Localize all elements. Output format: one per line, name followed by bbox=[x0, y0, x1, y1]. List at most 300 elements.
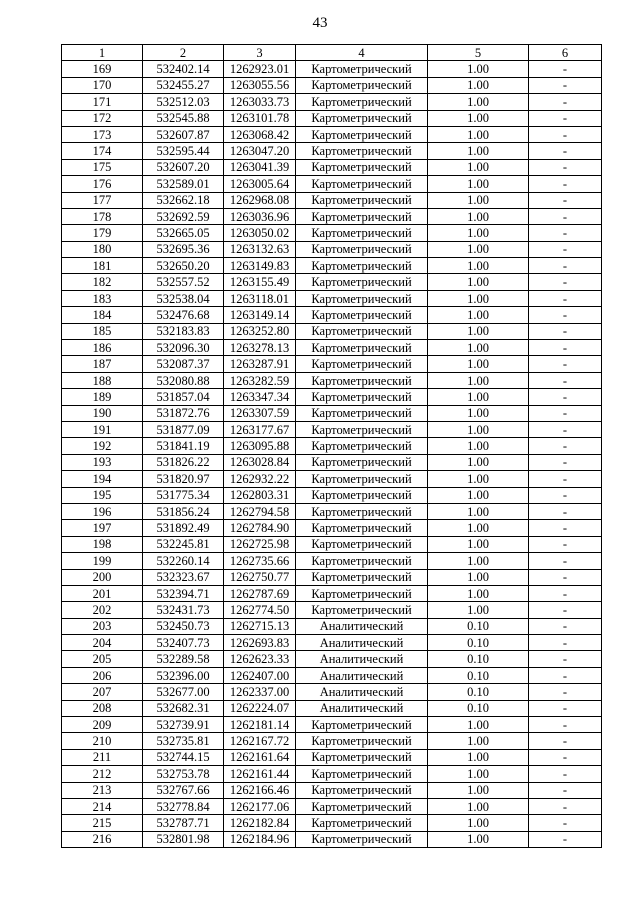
y-coordinate-cell: 1263307.59 bbox=[224, 405, 296, 421]
x-coordinate-cell: 532682.31 bbox=[143, 700, 224, 716]
note-cell: - bbox=[529, 176, 602, 192]
x-coordinate-cell: 532739.91 bbox=[143, 717, 224, 733]
accuracy-cell: 0.10 bbox=[428, 667, 529, 683]
x-coordinate-cell: 531857.04 bbox=[143, 389, 224, 405]
table-row bbox=[62, 520, 602, 536]
coordinates-table bbox=[61, 44, 602, 848]
point-number-cell: 172 bbox=[62, 110, 143, 126]
point-number-cell: 199 bbox=[62, 553, 143, 569]
y-coordinate-cell: 1262166.46 bbox=[224, 782, 296, 798]
table-row bbox=[62, 651, 602, 667]
accuracy-cell: 1.00 bbox=[428, 553, 529, 569]
note-cell: - bbox=[529, 143, 602, 159]
x-coordinate-cell: 532431.73 bbox=[143, 602, 224, 618]
point-number-cell: 176 bbox=[62, 176, 143, 192]
table-row bbox=[62, 553, 602, 569]
method-cell: Картометрический bbox=[296, 356, 428, 372]
point-number-cell: 209 bbox=[62, 717, 143, 733]
y-coordinate-cell: 1262337.00 bbox=[224, 684, 296, 700]
method-cell: Картометрический bbox=[296, 340, 428, 356]
point-number-cell: 213 bbox=[62, 782, 143, 798]
note-cell: - bbox=[529, 471, 602, 487]
point-number-cell: 208 bbox=[62, 700, 143, 716]
method-cell: Картометрический bbox=[296, 389, 428, 405]
method-cell: Картометрический bbox=[296, 274, 428, 290]
y-coordinate-cell: 1263149.83 bbox=[224, 258, 296, 274]
x-coordinate-cell: 532735.81 bbox=[143, 733, 224, 749]
method-cell: Картометрический bbox=[296, 307, 428, 323]
point-number-cell: 182 bbox=[62, 274, 143, 290]
note-cell: - bbox=[529, 126, 602, 142]
note-cell: - bbox=[529, 372, 602, 388]
note-cell: - bbox=[529, 831, 602, 847]
method-cell: Картометрический bbox=[296, 421, 428, 437]
note-cell: - bbox=[529, 225, 602, 241]
point-number-cell: 177 bbox=[62, 192, 143, 208]
accuracy-cell: 1.00 bbox=[428, 766, 529, 782]
table-row bbox=[62, 618, 602, 634]
y-coordinate-cell: 1263050.02 bbox=[224, 225, 296, 241]
table-row bbox=[62, 831, 602, 847]
method-cell: Картометрический bbox=[296, 192, 428, 208]
point-number-cell: 192 bbox=[62, 438, 143, 454]
y-coordinate-cell: 1263278.13 bbox=[224, 340, 296, 356]
y-coordinate-cell: 1262623.33 bbox=[224, 651, 296, 667]
y-coordinate-cell: 1262693.83 bbox=[224, 635, 296, 651]
point-number-cell: 180 bbox=[62, 241, 143, 257]
column-header-2: 2 bbox=[143, 45, 224, 61]
point-number-cell: 200 bbox=[62, 569, 143, 585]
note-cell: - bbox=[529, 274, 602, 290]
accuracy-cell: 0.10 bbox=[428, 700, 529, 716]
x-coordinate-cell: 531826.22 bbox=[143, 454, 224, 470]
table-row bbox=[62, 94, 602, 110]
table-row bbox=[62, 77, 602, 93]
y-coordinate-cell: 1263005.64 bbox=[224, 176, 296, 192]
method-cell: Аналитический bbox=[296, 667, 428, 683]
x-coordinate-cell: 532289.58 bbox=[143, 651, 224, 667]
note-cell: - bbox=[529, 651, 602, 667]
x-coordinate-cell: 532650.20 bbox=[143, 258, 224, 274]
point-number-cell: 173 bbox=[62, 126, 143, 142]
accuracy-cell: 1.00 bbox=[428, 258, 529, 274]
note-cell: - bbox=[529, 487, 602, 503]
y-coordinate-cell: 1262161.64 bbox=[224, 749, 296, 765]
method-cell: Картометрический bbox=[296, 717, 428, 733]
method-cell: Картометрический bbox=[296, 258, 428, 274]
accuracy-cell: 1.00 bbox=[428, 438, 529, 454]
method-cell: Картометрический bbox=[296, 503, 428, 519]
table-row bbox=[62, 307, 602, 323]
note-cell: - bbox=[529, 208, 602, 224]
point-number-cell: 170 bbox=[62, 77, 143, 93]
y-coordinate-cell: 1262968.08 bbox=[224, 192, 296, 208]
x-coordinate-cell: 532455.27 bbox=[143, 77, 224, 93]
x-coordinate-cell: 531872.76 bbox=[143, 405, 224, 421]
accuracy-cell: 0.10 bbox=[428, 618, 529, 634]
y-coordinate-cell: 1262184.96 bbox=[224, 831, 296, 847]
point-number-cell: 198 bbox=[62, 536, 143, 552]
point-number-cell: 214 bbox=[62, 798, 143, 814]
x-coordinate-cell: 531892.49 bbox=[143, 520, 224, 536]
x-coordinate-cell: 531820.97 bbox=[143, 471, 224, 487]
method-cell: Картометрический bbox=[296, 798, 428, 814]
x-coordinate-cell: 532662.18 bbox=[143, 192, 224, 208]
x-coordinate-cell: 532512.03 bbox=[143, 94, 224, 110]
y-coordinate-cell: 1263095.88 bbox=[224, 438, 296, 454]
x-coordinate-cell: 532767.66 bbox=[143, 782, 224, 798]
note-cell: - bbox=[529, 438, 602, 454]
table-row bbox=[62, 667, 602, 683]
y-coordinate-cell: 1263118.01 bbox=[224, 290, 296, 306]
y-coordinate-cell: 1262181.14 bbox=[224, 717, 296, 733]
point-number-cell: 212 bbox=[62, 766, 143, 782]
accuracy-cell: 0.10 bbox=[428, 635, 529, 651]
y-coordinate-cell: 1262167.72 bbox=[224, 733, 296, 749]
accuracy-cell: 1.00 bbox=[428, 782, 529, 798]
method-cell: Картометрический bbox=[296, 176, 428, 192]
method-cell: Картометрический bbox=[296, 569, 428, 585]
method-cell: Картометрический bbox=[296, 766, 428, 782]
point-number-cell: 171 bbox=[62, 94, 143, 110]
x-coordinate-cell: 532396.00 bbox=[143, 667, 224, 683]
y-coordinate-cell: 1262794.58 bbox=[224, 503, 296, 519]
table-row bbox=[62, 290, 602, 306]
point-number-cell: 196 bbox=[62, 503, 143, 519]
note-cell: - bbox=[529, 700, 602, 716]
table-row bbox=[62, 192, 602, 208]
accuracy-cell: 1.00 bbox=[428, 536, 529, 552]
accuracy-cell: 1.00 bbox=[428, 405, 529, 421]
column-header-4: 4 bbox=[296, 45, 428, 61]
x-coordinate-cell: 531841.19 bbox=[143, 438, 224, 454]
table-row bbox=[62, 421, 602, 437]
x-coordinate-cell: 532087.37 bbox=[143, 356, 224, 372]
y-coordinate-cell: 1262182.84 bbox=[224, 815, 296, 831]
y-coordinate-cell: 1263149.14 bbox=[224, 307, 296, 323]
x-coordinate-cell: 531877.09 bbox=[143, 421, 224, 437]
note-cell: - bbox=[529, 340, 602, 356]
x-coordinate-cell: 532744.15 bbox=[143, 749, 224, 765]
table-row bbox=[62, 536, 602, 552]
note-cell: - bbox=[529, 635, 602, 651]
x-coordinate-cell: 532692.59 bbox=[143, 208, 224, 224]
method-cell: Аналитический bbox=[296, 635, 428, 651]
table-row bbox=[62, 749, 602, 765]
note-cell: - bbox=[529, 782, 602, 798]
method-cell: Аналитический bbox=[296, 684, 428, 700]
x-coordinate-cell: 532245.81 bbox=[143, 536, 224, 552]
note-cell: - bbox=[529, 192, 602, 208]
x-coordinate-cell: 532778.84 bbox=[143, 798, 224, 814]
y-coordinate-cell: 1263033.73 bbox=[224, 94, 296, 110]
x-coordinate-cell: 532665.05 bbox=[143, 225, 224, 241]
note-cell: - bbox=[529, 766, 602, 782]
method-cell: Картометрический bbox=[296, 815, 428, 831]
note-cell: - bbox=[529, 258, 602, 274]
point-number-cell: 174 bbox=[62, 143, 143, 159]
y-coordinate-cell: 1262715.13 bbox=[224, 618, 296, 634]
x-coordinate-cell: 532607.87 bbox=[143, 126, 224, 142]
note-cell: - bbox=[529, 553, 602, 569]
accuracy-cell: 1.00 bbox=[428, 454, 529, 470]
x-coordinate-cell: 532787.71 bbox=[143, 815, 224, 831]
x-coordinate-cell: 532538.04 bbox=[143, 290, 224, 306]
note-cell: - bbox=[529, 77, 602, 93]
point-number-cell: 175 bbox=[62, 159, 143, 175]
accuracy-cell: 1.00 bbox=[428, 340, 529, 356]
method-cell: Картометрический bbox=[296, 749, 428, 765]
accuracy-cell: 1.00 bbox=[428, 323, 529, 339]
method-cell: Картометрический bbox=[296, 143, 428, 159]
note-cell: - bbox=[529, 798, 602, 814]
note-cell: - bbox=[529, 290, 602, 306]
accuracy-cell: 1.00 bbox=[428, 503, 529, 519]
x-coordinate-cell: 532607.20 bbox=[143, 159, 224, 175]
point-number-cell: 204 bbox=[62, 635, 143, 651]
method-cell: Картометрический bbox=[296, 372, 428, 388]
accuracy-cell: 1.00 bbox=[428, 602, 529, 618]
table-body bbox=[62, 61, 602, 848]
y-coordinate-cell: 1263287.91 bbox=[224, 356, 296, 372]
x-coordinate-cell: 532801.98 bbox=[143, 831, 224, 847]
y-coordinate-cell: 1263347.34 bbox=[224, 389, 296, 405]
note-cell: - bbox=[529, 94, 602, 110]
x-coordinate-cell: 532407.73 bbox=[143, 635, 224, 651]
accuracy-cell: 1.00 bbox=[428, 520, 529, 536]
note-cell: - bbox=[529, 585, 602, 601]
y-coordinate-cell: 1263036.96 bbox=[224, 208, 296, 224]
table-row bbox=[62, 733, 602, 749]
accuracy-cell: 1.00 bbox=[428, 77, 529, 93]
note-cell: - bbox=[529, 389, 602, 405]
y-coordinate-cell: 1263047.20 bbox=[224, 143, 296, 159]
table-row bbox=[62, 602, 602, 618]
y-coordinate-cell: 1262923.01 bbox=[224, 61, 296, 77]
method-cell: Картометрический bbox=[296, 438, 428, 454]
note-cell: - bbox=[529, 110, 602, 126]
point-number-cell: 211 bbox=[62, 749, 143, 765]
x-coordinate-cell: 532096.30 bbox=[143, 340, 224, 356]
x-coordinate-cell: 532450.73 bbox=[143, 618, 224, 634]
table-row bbox=[62, 274, 602, 290]
method-cell: Картометрический bbox=[296, 536, 428, 552]
note-cell: - bbox=[529, 569, 602, 585]
note-cell: - bbox=[529, 815, 602, 831]
method-cell: Картометрический bbox=[296, 553, 428, 569]
y-coordinate-cell: 1262784.90 bbox=[224, 520, 296, 536]
column-header-6: 6 bbox=[529, 45, 602, 61]
accuracy-cell: 1.00 bbox=[428, 356, 529, 372]
table-row bbox=[62, 110, 602, 126]
header-row bbox=[62, 45, 602, 61]
y-coordinate-cell: 1262735.66 bbox=[224, 553, 296, 569]
x-coordinate-cell: 532753.78 bbox=[143, 766, 224, 782]
table-row bbox=[62, 340, 602, 356]
page-number: 43 bbox=[312, 15, 328, 31]
y-coordinate-cell: 1263041.39 bbox=[224, 159, 296, 175]
note-cell: - bbox=[529, 749, 602, 765]
table-row bbox=[62, 356, 602, 372]
point-number-cell: 201 bbox=[62, 585, 143, 601]
accuracy-cell: 1.00 bbox=[428, 290, 529, 306]
point-number-cell: 195 bbox=[62, 487, 143, 503]
note-cell: - bbox=[529, 602, 602, 618]
note-cell: - bbox=[529, 307, 602, 323]
y-coordinate-cell: 1263177.67 bbox=[224, 421, 296, 437]
y-coordinate-cell: 1263028.84 bbox=[224, 454, 296, 470]
accuracy-cell: 0.10 bbox=[428, 684, 529, 700]
method-cell: Картометрический bbox=[296, 110, 428, 126]
accuracy-cell: 1.00 bbox=[428, 126, 529, 142]
column-header-5: 5 bbox=[428, 45, 529, 61]
method-cell: Картометрический bbox=[296, 602, 428, 618]
point-number-cell: 186 bbox=[62, 340, 143, 356]
accuracy-cell: 1.00 bbox=[428, 176, 529, 192]
table-row bbox=[62, 684, 602, 700]
y-coordinate-cell: 1263101.78 bbox=[224, 110, 296, 126]
accuracy-cell: 1.00 bbox=[428, 798, 529, 814]
y-coordinate-cell: 1263252.80 bbox=[224, 323, 296, 339]
x-coordinate-cell: 532394.71 bbox=[143, 585, 224, 601]
point-number-cell: 181 bbox=[62, 258, 143, 274]
note-cell: - bbox=[529, 667, 602, 683]
table-row bbox=[62, 782, 602, 798]
accuracy-cell: 1.00 bbox=[428, 159, 529, 175]
point-number-cell: 185 bbox=[62, 323, 143, 339]
method-cell: Картометрический bbox=[296, 520, 428, 536]
y-coordinate-cell: 1262177.06 bbox=[224, 798, 296, 814]
accuracy-cell: 1.00 bbox=[428, 717, 529, 733]
method-cell: Картометрический bbox=[296, 126, 428, 142]
point-number-cell: 191 bbox=[62, 421, 143, 437]
point-number-cell: 179 bbox=[62, 225, 143, 241]
point-number-cell: 215 bbox=[62, 815, 143, 831]
point-number-cell: 190 bbox=[62, 405, 143, 421]
accuracy-cell: 1.00 bbox=[428, 487, 529, 503]
note-cell: - bbox=[529, 159, 602, 175]
table-row bbox=[62, 176, 602, 192]
method-cell: Картометрический bbox=[296, 405, 428, 421]
note-cell: - bbox=[529, 61, 602, 77]
method-cell: Картометрический bbox=[296, 159, 428, 175]
method-cell: Картометрический bbox=[296, 487, 428, 503]
table-row bbox=[62, 61, 602, 77]
table-row bbox=[62, 700, 602, 716]
note-cell: - bbox=[529, 323, 602, 339]
accuracy-cell: 0.10 bbox=[428, 651, 529, 667]
accuracy-cell: 1.00 bbox=[428, 831, 529, 847]
point-number-cell: 187 bbox=[62, 356, 143, 372]
table-row bbox=[62, 241, 602, 257]
point-number-cell: 216 bbox=[62, 831, 143, 847]
point-number-cell: 206 bbox=[62, 667, 143, 683]
x-coordinate-cell: 532476.68 bbox=[143, 307, 224, 323]
x-coordinate-cell: 532595.44 bbox=[143, 143, 224, 159]
accuracy-cell: 1.00 bbox=[428, 471, 529, 487]
accuracy-cell: 1.00 bbox=[428, 372, 529, 388]
note-cell: - bbox=[529, 717, 602, 733]
y-coordinate-cell: 1263055.56 bbox=[224, 77, 296, 93]
note-cell: - bbox=[529, 684, 602, 700]
method-cell: Аналитический bbox=[296, 618, 428, 634]
x-coordinate-cell: 532402.14 bbox=[143, 61, 224, 77]
accuracy-cell: 1.00 bbox=[428, 274, 529, 290]
point-number-cell: 205 bbox=[62, 651, 143, 667]
accuracy-cell: 1.00 bbox=[428, 241, 529, 257]
y-coordinate-cell: 1262407.00 bbox=[224, 667, 296, 683]
method-cell: Картометрический bbox=[296, 471, 428, 487]
point-number-cell: 189 bbox=[62, 389, 143, 405]
point-number-cell: 188 bbox=[62, 372, 143, 388]
method-cell: Картометрический bbox=[296, 241, 428, 257]
accuracy-cell: 1.00 bbox=[428, 208, 529, 224]
table-row bbox=[62, 471, 602, 487]
point-number-cell: 197 bbox=[62, 520, 143, 536]
point-number-cell: 194 bbox=[62, 471, 143, 487]
table-row bbox=[62, 717, 602, 733]
accuracy-cell: 1.00 bbox=[428, 749, 529, 765]
note-cell: - bbox=[529, 520, 602, 536]
y-coordinate-cell: 1262161.44 bbox=[224, 766, 296, 782]
x-coordinate-cell: 532260.14 bbox=[143, 553, 224, 569]
method-cell: Картометрический bbox=[296, 208, 428, 224]
accuracy-cell: 1.00 bbox=[428, 110, 529, 126]
table-row bbox=[62, 323, 602, 339]
accuracy-cell: 1.00 bbox=[428, 94, 529, 110]
column-header-1: 1 bbox=[62, 45, 143, 61]
accuracy-cell: 1.00 bbox=[428, 421, 529, 437]
y-coordinate-cell: 1263132.63 bbox=[224, 241, 296, 257]
note-cell: - bbox=[529, 421, 602, 437]
table-row bbox=[62, 487, 602, 503]
point-number-cell: 202 bbox=[62, 602, 143, 618]
x-coordinate-cell: 532557.52 bbox=[143, 274, 224, 290]
table-row bbox=[62, 258, 602, 274]
table-row bbox=[62, 372, 602, 388]
x-coordinate-cell: 531775.34 bbox=[143, 487, 224, 503]
accuracy-cell: 1.00 bbox=[428, 143, 529, 159]
method-cell: Картометрический bbox=[296, 782, 428, 798]
table-row bbox=[62, 798, 602, 814]
note-cell: - bbox=[529, 405, 602, 421]
note-cell: - bbox=[529, 241, 602, 257]
note-cell: - bbox=[529, 733, 602, 749]
table-row bbox=[62, 438, 602, 454]
table-row bbox=[62, 569, 602, 585]
table-row bbox=[62, 405, 602, 421]
method-cell: Картометрический bbox=[296, 77, 428, 93]
point-number-cell: 184 bbox=[62, 307, 143, 323]
point-number-cell: 210 bbox=[62, 733, 143, 749]
x-coordinate-cell: 532183.83 bbox=[143, 323, 224, 339]
accuracy-cell: 1.00 bbox=[428, 815, 529, 831]
table-row bbox=[62, 454, 602, 470]
method-cell: Аналитический bbox=[296, 700, 428, 716]
method-cell: Картометрический bbox=[296, 61, 428, 77]
y-coordinate-cell: 1262750.77 bbox=[224, 569, 296, 585]
table-row bbox=[62, 143, 602, 159]
accuracy-cell: 1.00 bbox=[428, 733, 529, 749]
accuracy-cell: 1.00 bbox=[428, 389, 529, 405]
accuracy-cell: 1.00 bbox=[428, 225, 529, 241]
x-coordinate-cell: 532323.67 bbox=[143, 569, 224, 585]
table-row bbox=[62, 208, 602, 224]
accuracy-cell: 1.00 bbox=[428, 192, 529, 208]
table-row bbox=[62, 503, 602, 519]
y-coordinate-cell: 1263068.42 bbox=[224, 126, 296, 142]
table-row bbox=[62, 159, 602, 175]
